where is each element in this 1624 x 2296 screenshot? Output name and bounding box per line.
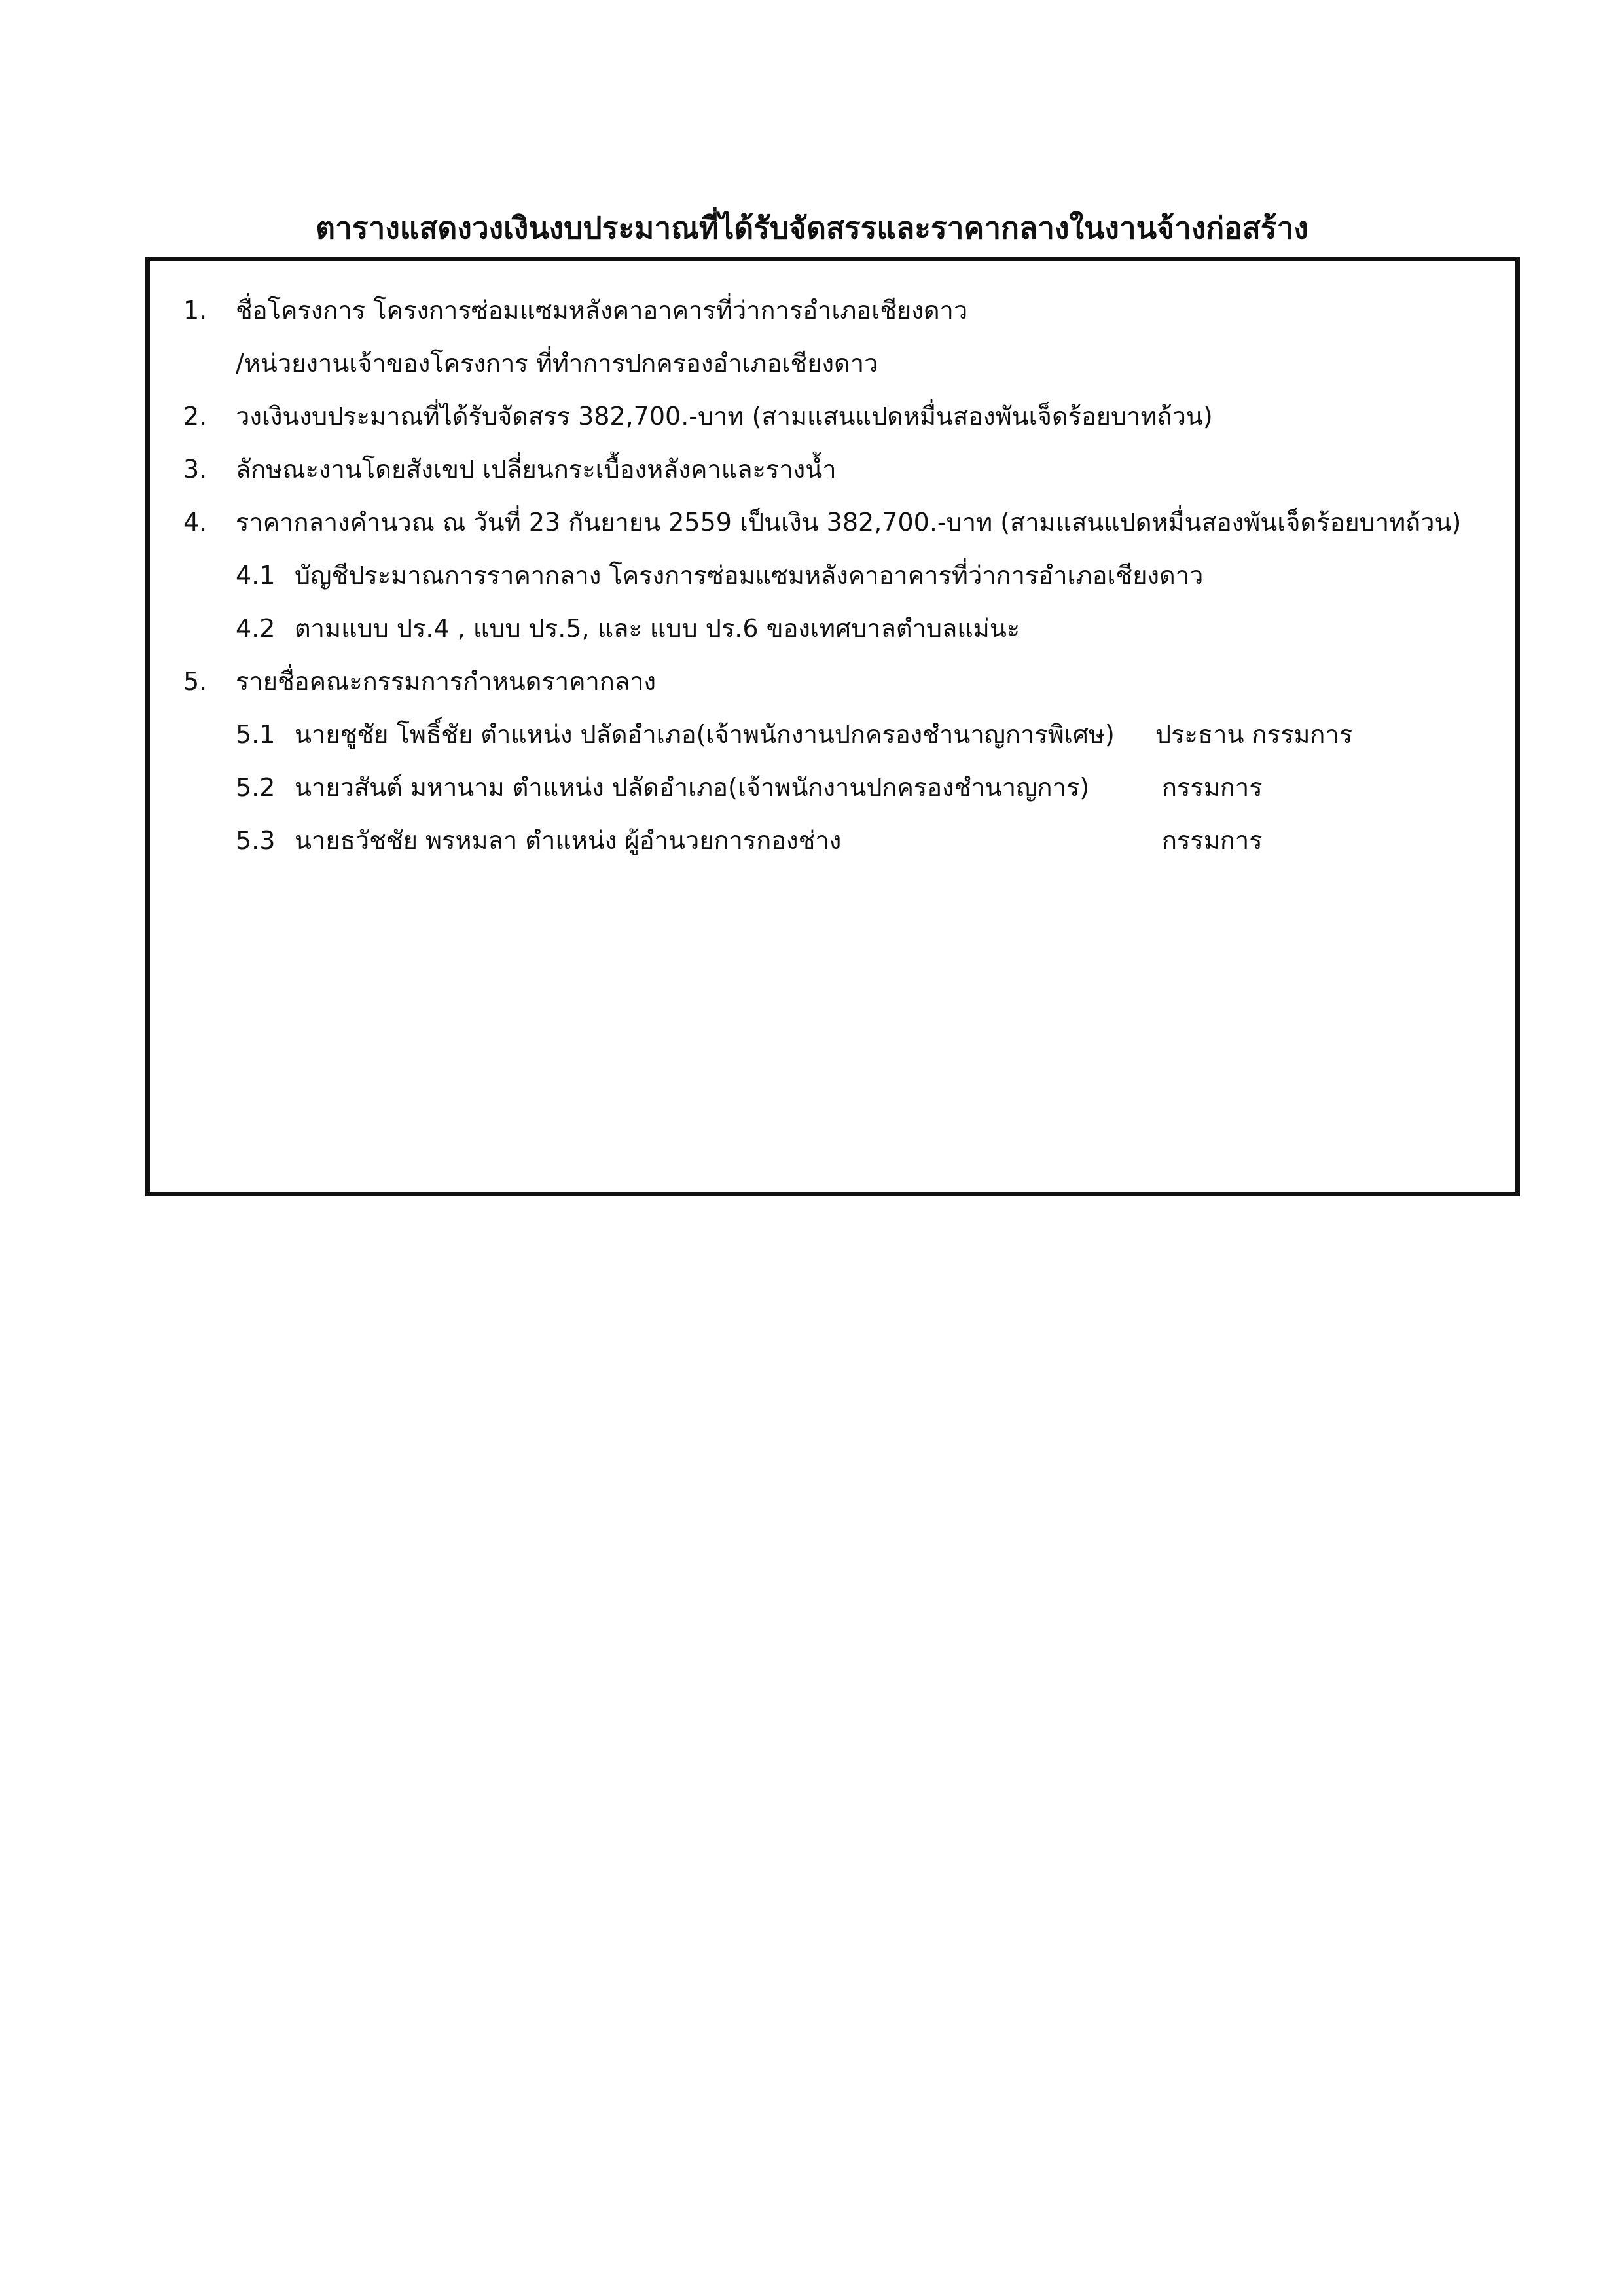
item-price-estimate-list [236,557,1203,594]
item-work-description [183,451,837,488]
item-text: ชื่อโครงการ โครงการซ่อมแซมหลังคาอาคารที่ว่าการอำเภอเชียงดาว [236,296,968,325]
item-text: ราคากลางคำนวณ ณ วันที่ 23 กันยายน 2559 เป็นเงิน 382,700.-บาท (สามแสนแปดหมื่นสองพันเจ็ดร้อยบาทถ้วน) [236,508,1462,537]
item-number: 2. [183,402,208,431]
member-description: นายวสันต์ มหานาม ตำแหน่ง ปลัดอำเภอ(เจ้าพนักงานปกครองชำนาญการ) [295,773,1090,802]
item-number: 3. [183,455,208,484]
item-number: 4.1 [236,561,276,590]
item-project-owner [236,345,878,382]
committee-member-2-role: กรรมการ [1162,773,1263,802]
committee-member-3 [236,822,841,859]
item-number: 4. [183,508,208,537]
item-text: รายชื่อคณะกรรมการกำหนดราคากลาง [236,667,657,696]
item-number: 5. [183,667,208,696]
item-text: วงเงินงบประมาณที่ได้รับจัดสรร 382,700.-บาท (สามแสนแปดหมื่นสองพันเจ็ดร้อยบาทถ้วน) [236,402,1213,431]
committee-member-1 [236,716,1115,753]
committee-member-1-role: ประธาน กรรมการ [1155,720,1353,749]
item-text: ตามแบบ ปร.4 , แบบ ปร.5, และ แบบ ปร.6 ของเทศบาลตำบลแม่นะ [295,614,1020,643]
item-number: 5.2 [236,773,276,802]
item-number: 4.2 [236,614,276,643]
item-number: 5.1 [236,720,276,749]
item-number: 5.3 [236,826,276,855]
item-project-name [183,292,967,329]
item-committee-heading [183,663,656,700]
item-price-forms [236,610,1020,647]
item-text: บัญชีประมาณการราคากลาง โครงการซ่อมแซมหลังคาอาคารที่ว่าการอำเภอเชียงดาว [295,561,1204,590]
item-number: 1. [183,296,208,325]
item-text: ลักษณะงานโดยสังเขป เปลี่ยนกระเบื้องหลังคาและรางน้ำ [236,455,837,484]
document-title: ตารางแสดงวงเงินงบประมาณที่ได้รับจัดสรรและราคากลางในงานจ้างก่อสร้าง [316,210,1308,245]
item-budget [183,398,1213,435]
member-description: นายธวัชชัย พรหมลา ตำแหน่ง ผู้อำนวยการกองช่าง [295,826,842,855]
item-median-price [183,504,1461,541]
committee-member-2 [236,769,1089,806]
member-description: นายชูชัย โพธิ์ชัย ตำแหน่ง ปลัดอำเภอ(เจ้าพนักงานปกครองชำนาญการพิเศษ) [295,720,1115,749]
committee-member-3-role: กรรมการ [1162,826,1263,855]
item-text: /หน่วยงานเจ้าของโครงการ ที่ทำการปกครองอำเภอเชียงดาว [236,349,878,378]
